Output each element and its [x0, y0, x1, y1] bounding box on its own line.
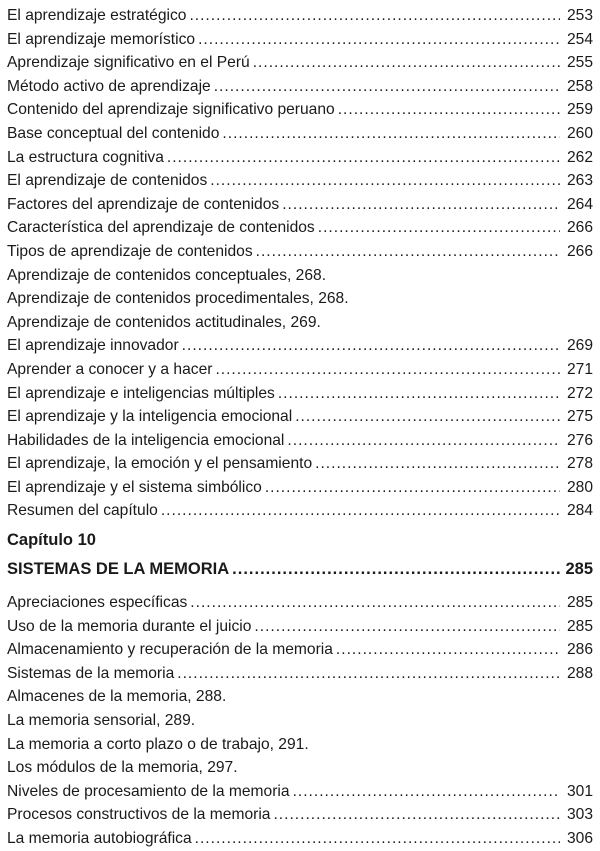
dot-leader — [198, 28, 560, 52]
dot-leader — [256, 240, 560, 264]
dot-leader — [210, 169, 560, 193]
dot-leader — [214, 75, 560, 99]
toc-entry-title: La memoria a corto plazo o de trabajo, 291. — [7, 735, 309, 753]
toc-entry-page-number: 286 — [566, 641, 593, 659]
toc-entry-page-number: 260 — [566, 124, 593, 142]
dot-leader — [190, 591, 560, 615]
toc-entry-page-number: 280 — [566, 478, 593, 496]
chapter-title: SISTEMAS DE LA MEMORIA — [7, 560, 230, 579]
toc-entry-title: La memoria sensorial, 289. — [7, 712, 196, 730]
toc-entry-title: Procesos constructivos de la memoria — [7, 806, 271, 824]
toc-entry — [7, 146, 593, 170]
toc-entry-title: Aprender a conocer y a hacer — [7, 360, 213, 378]
toc-entry-title: Habilidades de la inteligencia emocional — [7, 431, 285, 449]
dot-leader — [177, 662, 560, 686]
toc-entry-page-number: 303 — [566, 806, 593, 824]
chapter-label: Capítulo 10 — [7, 531, 96, 550]
toc-entry-page-number: 284 — [566, 502, 593, 520]
toc-entry-page-number: 276 — [566, 431, 593, 449]
toc-entry — [7, 358, 593, 382]
toc-entry — [7, 98, 593, 122]
toc-entry-title: Base conceptual del contenido — [7, 124, 220, 142]
toc-entry-title: El aprendizaje estratégico — [7, 7, 187, 24]
toc-entry-page-number: 288 — [566, 664, 593, 682]
table-of-contents — [7, 4, 593, 851]
dot-leader — [273, 803, 560, 827]
toc-entry-page-number: 266 — [566, 242, 593, 260]
toc-entry — [7, 662, 593, 686]
toc-entry — [7, 685, 593, 709]
dot-leader — [315, 452, 560, 476]
dot-leader — [336, 638, 560, 662]
toc-entry — [7, 476, 593, 500]
toc-entry — [7, 756, 593, 780]
toc-entry — [7, 591, 593, 615]
dot-leader — [222, 122, 560, 146]
dot-leader — [253, 51, 560, 75]
toc-entry — [7, 638, 593, 662]
toc-entry-title: Los módulos de la memoria, 297. — [7, 759, 238, 777]
toc-entry — [7, 287, 593, 311]
toc-entry-title: Niveles de procesamiento de la memoria — [7, 782, 290, 800]
toc-entry-page-number: 306 — [566, 830, 593, 847]
toc-section-part2 — [7, 591, 593, 851]
toc-entry-page-number: 253 — [566, 7, 593, 24]
toc-entry-page-number: 262 — [566, 148, 593, 166]
toc-entry-page-number: 266 — [566, 219, 593, 237]
toc-entry — [7, 733, 593, 757]
toc-entry-title: El aprendizaje de contenidos — [7, 172, 208, 190]
toc-entry — [7, 169, 593, 193]
toc-entry-title: Aprendizaje de contenidos actitudinales, 269. — [7, 313, 321, 331]
toc-entry — [7, 51, 593, 75]
dot-leader — [232, 553, 560, 585]
toc-entry-title: Aprendizaje significativo en el Perú — [7, 54, 250, 72]
toc-entry-page-number: 275 — [566, 408, 593, 426]
dot-leader — [161, 499, 560, 523]
toc-entry-title: Almacenes de la memoria, 288. — [7, 688, 227, 706]
toc-entry-title: Apreciaciones específicas — [7, 594, 188, 612]
toc-entry — [7, 615, 593, 639]
toc-entry-page-number: 271 — [566, 360, 593, 378]
dot-leader — [278, 382, 560, 406]
toc-entry — [7, 264, 593, 288]
toc-entry-page-number: 272 — [566, 384, 593, 402]
dot-leader — [318, 216, 560, 240]
toc-entry-title: Aprendizaje de contenidos conceptuales, 268. — [7, 266, 327, 284]
toc-entry-page-number: 285 — [566, 594, 593, 612]
dot-leader — [195, 827, 560, 851]
toc-entry — [7, 405, 593, 429]
dot-leader — [282, 193, 560, 217]
toc-entry-title: Tipos de aprendizaje de contenidos — [7, 242, 253, 260]
toc-entry-title: La memoria autobiográfica — [7, 830, 192, 847]
toc-section-part1 — [7, 4, 593, 523]
toc-entry-page-number: 263 — [566, 172, 593, 190]
toc-entry — [7, 122, 593, 146]
toc-entry — [7, 334, 593, 358]
toc-entry — [7, 4, 593, 28]
dot-leader — [287, 429, 560, 453]
toc-entry — [7, 382, 593, 406]
toc-entry-title: El aprendizaje e inteligencias múltiples — [7, 384, 275, 402]
chapter-title-row — [7, 553, 593, 585]
toc-entry-title: El aprendizaje, la emoción y el pensamiento — [7, 455, 313, 473]
toc-entry-page-number: 254 — [566, 30, 593, 48]
dot-leader — [182, 334, 560, 358]
toc-entry-page-number: 285 — [566, 617, 593, 635]
toc-entry-title: Método activo de aprendizaje — [7, 77, 211, 95]
toc-entry — [7, 709, 593, 733]
chapter-page-number: 285 — [565, 560, 593, 579]
dot-leader — [265, 476, 560, 500]
toc-entry-page-number: 258 — [566, 77, 593, 95]
toc-entry — [7, 216, 593, 240]
toc-entry — [7, 28, 593, 52]
toc-entry — [7, 75, 593, 99]
toc-entry — [7, 780, 593, 804]
toc-entry — [7, 452, 593, 476]
toc-entry-page-number: 269 — [566, 337, 593, 355]
toc-entry — [7, 429, 593, 453]
toc-entry-title: Almacenamiento y recuperación de la memoria — [7, 641, 333, 659]
toc-entry — [7, 499, 593, 523]
dot-leader — [167, 146, 560, 170]
toc-entry — [7, 311, 593, 335]
toc-entry-page-number: 264 — [566, 195, 593, 213]
toc-entry-title: El aprendizaje y el sistema simbólico — [7, 478, 262, 496]
toc-entry-title: Factores del aprendizaje de contenidos — [7, 195, 280, 213]
toc-entry-title: Aprendizaje de contenidos procedimentales, 268. — [7, 290, 349, 308]
toc-entry — [7, 193, 593, 217]
dot-leader — [254, 615, 560, 639]
toc-entry-title: El aprendizaje memorístico — [7, 30, 196, 48]
toc-entry-title: Contenido del aprendizaje significativo peruano — [7, 101, 335, 119]
toc-entry-page-number: 301 — [566, 782, 593, 800]
toc-entry — [7, 240, 593, 264]
dot-leader — [215, 358, 560, 382]
toc-entry-title: El aprendizaje y la inteligencia emocional — [7, 408, 293, 426]
toc-entry-page-number: 278 — [566, 455, 593, 473]
toc-entry — [7, 803, 593, 827]
toc-entry-title: Resumen del capítulo — [7, 502, 158, 520]
toc-entry-title: Característica del aprendizaje de contenidos — [7, 219, 315, 237]
dot-leader — [189, 4, 560, 28]
dot-leader — [338, 98, 560, 122]
toc-entry-page-number: 255 — [566, 54, 593, 72]
dot-leader — [293, 780, 560, 804]
dot-leader — [295, 405, 560, 429]
toc-entry-title: Uso de la memoria durante el juicio — [7, 617, 252, 635]
toc-entry-page-number: 259 — [566, 101, 593, 119]
toc-entry-title: Sistemas de la memoria — [7, 664, 175, 682]
toc-entry-title: El aprendizaje innovador — [7, 337, 179, 355]
toc-entry-title: La estructura cognitiva — [7, 148, 164, 166]
toc-entry — [7, 827, 593, 851]
